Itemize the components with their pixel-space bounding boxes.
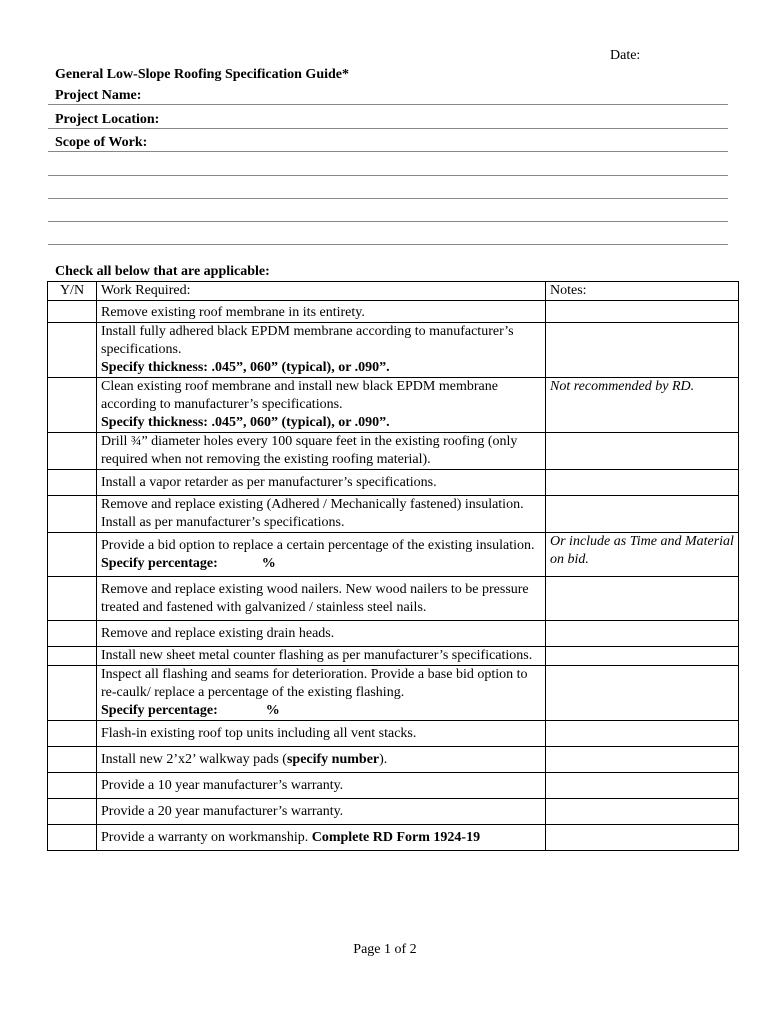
yn-cell[interactable] (48, 773, 97, 799)
yn-cell[interactable] (48, 470, 97, 496)
scope-line-4[interactable] (48, 221, 728, 222)
work-cell: Remove and replace existing wood nailers. New wood nailers to be pressure treated and fastened with galvanized / stainless steel nails. (97, 577, 546, 621)
scope-line-1[interactable] (48, 151, 728, 152)
notes-cell[interactable]: Or include as Time and Material on bid. (546, 533, 739, 577)
yn-cell[interactable] (48, 496, 97, 533)
yn-cell[interactable] (48, 433, 97, 470)
yn-cell[interactable] (48, 721, 97, 747)
notes-cell[interactable] (546, 323, 739, 378)
table-row (48, 301, 739, 323)
work-cell: Remove and replace existing drain heads. (97, 621, 546, 647)
project-name-line[interactable] (48, 104, 728, 105)
table-row (48, 496, 739, 533)
table-row (48, 433, 739, 470)
work-cell: Remove existing roof membrane in its entirety. (97, 301, 546, 323)
work-cell: Provide a 10 year manufacturer’s warranty. (97, 773, 546, 799)
notes-cell[interactable] (546, 647, 739, 666)
work-cell: Remove and replace existing (Adhered / Mechanically fastened) insulation. Install as per manufacturer’s specifications. (97, 496, 546, 533)
project-name-label: Project Name: (55, 88, 142, 103)
table-header-row (48, 282, 739, 301)
notes-cell[interactable] (546, 799, 739, 825)
table-row (48, 825, 739, 851)
notes-cell[interactable] (546, 433, 739, 470)
notes-cell[interactable] (546, 825, 739, 851)
table-row (48, 621, 739, 647)
notes-cell[interactable] (546, 773, 739, 799)
page-number: Page 1 of 2 (353, 942, 417, 957)
table-row (48, 721, 739, 747)
col-yn-header: Y/N (48, 282, 97, 301)
notes-cell[interactable]: Not recommended by RD. (546, 378, 739, 433)
scope-line-5[interactable] (48, 244, 728, 245)
work-cell: Flash-in existing roof top units including all vent stacks. (97, 721, 546, 747)
table-row (48, 747, 739, 773)
yn-cell[interactable] (48, 666, 97, 721)
work-cell: Clean existing roof membrane and install new black EPDM membrane according to manufacturer’s specifications. Specify thickness: .045”, 060” (typical), or .090”. (97, 378, 546, 433)
col-work-header: Work Required: (97, 282, 546, 301)
work-cell: Provide a 20 year manufacturer’s warranty. (97, 799, 546, 825)
yn-cell[interactable] (48, 323, 97, 378)
yn-cell[interactable] (48, 647, 97, 666)
yn-cell[interactable] (48, 301, 97, 323)
table-row (48, 666, 739, 721)
notes-cell[interactable] (546, 621, 739, 647)
yn-cell[interactable] (48, 825, 97, 851)
work-cell: Install fully adhered black EPDM membrane according to manufacturer’s specifications. Specify thickness: .045”, 060” (typical), or .090”. (97, 323, 546, 378)
table-row (48, 470, 739, 496)
table-row (48, 647, 739, 666)
table-row (48, 799, 739, 825)
notes-cell[interactable] (546, 496, 739, 533)
yn-cell[interactable] (48, 533, 97, 577)
scope-of-work-label: Scope of Work: (55, 135, 148, 150)
table-row (48, 323, 739, 378)
yn-cell[interactable] (48, 378, 97, 433)
project-location-label: Project Location: (55, 112, 160, 127)
work-cell: Inspect all flashing and seams for deterioration. Provide a base bid option to re-caulk/ replace a percentage of the existing flashing. Specify percentage: % (97, 666, 546, 721)
check-instructions: Check all below that are applicable: (55, 264, 270, 279)
table-row (48, 773, 739, 799)
table-row (48, 378, 739, 433)
yn-cell[interactable] (48, 621, 97, 647)
notes-cell[interactable] (546, 577, 739, 621)
notes-cell[interactable] (546, 301, 739, 323)
scope-line-3[interactable] (48, 198, 728, 199)
date-label: Date: (610, 48, 641, 63)
yn-cell[interactable] (48, 577, 97, 621)
work-cell: Install new 2’x2’ walkway pads (specify number). (97, 747, 546, 773)
document-title: General Low-Slope Roofing Specification Guide* (55, 67, 349, 82)
table-row (48, 533, 739, 577)
work-cell: Install new sheet metal counter flashing as per manufacturer’s specifications. (97, 647, 546, 666)
project-location-line[interactable] (48, 128, 728, 129)
col-notes-header: Notes: (546, 282, 739, 301)
work-cell: Drill ¾” diameter holes every 100 square feet in the existing roofing (only required when not removing the existing roofing material). (97, 433, 546, 470)
notes-cell[interactable] (546, 666, 739, 721)
work-cell: Install a vapor retarder as per manufacturer’s specifications. (97, 470, 546, 496)
scope-line-2[interactable] (48, 175, 728, 176)
yn-cell[interactable] (48, 747, 97, 773)
work-cell: Provide a warranty on workmanship. Complete RD Form 1924-19 (97, 825, 546, 851)
specification-table (47, 281, 739, 851)
yn-cell[interactable] (48, 799, 97, 825)
table-row (48, 577, 739, 621)
work-cell: Provide a bid option to replace a certain percentage of the existing insulation. Specify percentage: % (97, 533, 546, 577)
notes-cell[interactable] (546, 470, 739, 496)
notes-cell[interactable] (546, 747, 739, 773)
notes-cell[interactable] (546, 721, 739, 747)
